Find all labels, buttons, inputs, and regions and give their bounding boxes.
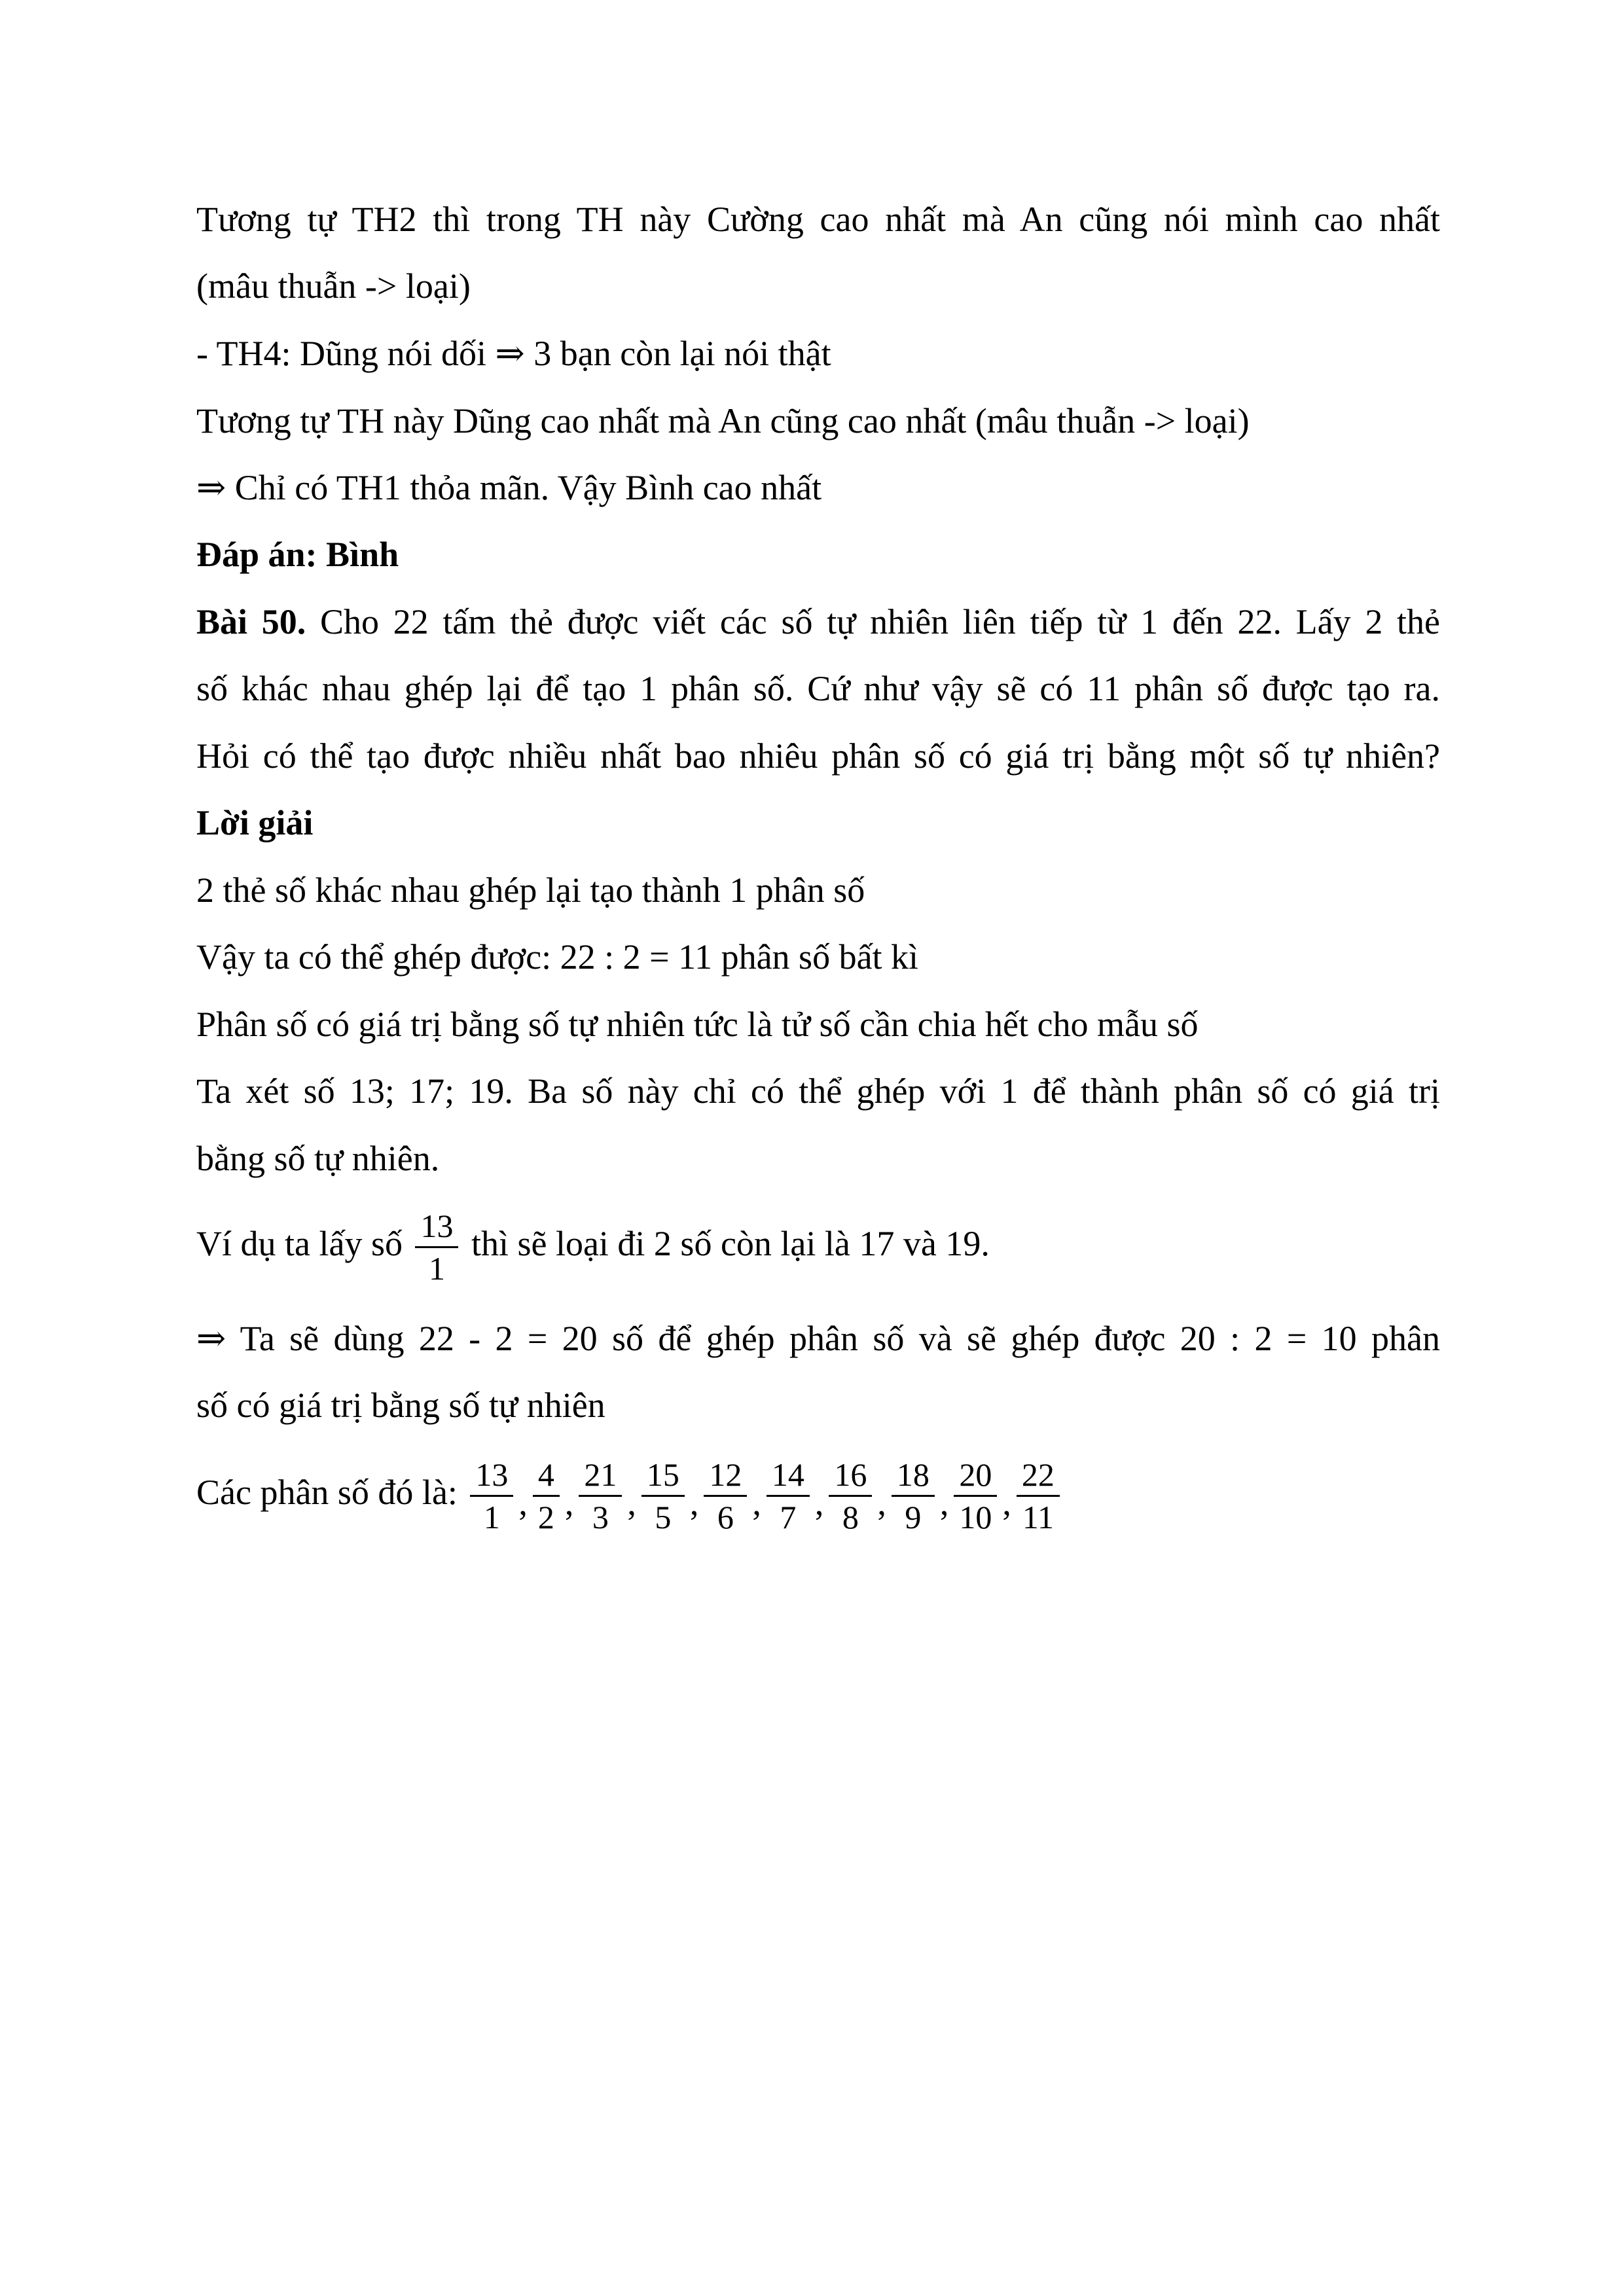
fraction-separator: , — [814, 1483, 824, 1522]
solution-line: ⇒ Ta sẽ dùng 22 - 2 = 20 số để ghép phân số và sẽ ghép được 20 : 2 = 10 phân — [196, 1319, 1440, 1358]
fraction-numerator: 22 — [1017, 1454, 1060, 1497]
fraction — [767, 1454, 810, 1537]
fraction-numerator: 4 — [533, 1454, 560, 1497]
fraction-denominator: 9 — [905, 1499, 922, 1536]
fraction — [892, 1454, 935, 1537]
solution-line: bằng số tự nhiên. — [196, 1139, 440, 1178]
problem-line: Hỏi có thể tạo được nhiều nhất bao nhiêu phân số có giá trị bằng một số tự nhiên? — [196, 736, 1440, 776]
fraction — [954, 1454, 997, 1537]
fraction-denominator: 2 — [537, 1499, 554, 1536]
fraction-numerator: 13 — [415, 1206, 458, 1248]
answer-heading: Đáp án: Bình — [196, 535, 399, 574]
fraction-numerator: 21 — [579, 1454, 622, 1497]
fraction — [641, 1454, 685, 1537]
problem-text: Cho 22 tấm thẻ được viết các số tự nhiên liên tiếp từ 1 đến 22. Lấy 2 thẻ — [319, 602, 1441, 641]
solution-line-with-fraction — [196, 1201, 1440, 1289]
fraction-denominator: 5 — [655, 1499, 672, 1536]
fraction-denominator: 11 — [1022, 1499, 1054, 1536]
fraction-denominator: 10 — [959, 1499, 992, 1536]
fraction-separator: , — [939, 1483, 949, 1522]
problem-line — [196, 599, 1440, 645]
text-line: (mâu thuẫn -> loại) — [196, 266, 471, 306]
fraction — [1017, 1454, 1060, 1537]
fraction-separator: , — [518, 1483, 528, 1522]
fraction-separator: , — [1002, 1483, 1011, 1522]
example-text: thì sẽ loại đi 2 số còn lại là 17 và 19. — [471, 1224, 990, 1263]
fraction-denominator: 7 — [780, 1499, 797, 1536]
example-fraction — [415, 1206, 458, 1289]
fraction-denominator: 3 — [592, 1499, 609, 1536]
fraction-separator: , — [877, 1483, 886, 1522]
fraction — [533, 1454, 560, 1537]
problem-line: số khác nhau ghép lại để tạo 1 phân số. Cứ như vậy sẽ có 11 phân số được tạo ra. — [196, 669, 1440, 708]
fraction-numerator: 20 — [954, 1454, 997, 1497]
fraction-separator: , — [689, 1483, 699, 1522]
solution-line: 2 thẻ số khác nhau ghép lại tạo thành 1 phân số — [196, 870, 865, 910]
fraction-numerator: 12 — [704, 1454, 747, 1497]
fraction — [829, 1454, 872, 1537]
text-line: - TH4: Dũng nói dối ⇒ 3 bạn còn lại nói thật — [196, 334, 831, 373]
text-line: Tương tự TH này Dũng cao nhất mà An cũng cao nhất (mâu thuẫn -> loại) — [196, 401, 1250, 440]
fraction-separator: , — [752, 1483, 761, 1522]
solution-line: Ta xét số 13; 17; 19. Ba số này chỉ có thể ghép với 1 để thành phân số có giá trị — [196, 1071, 1440, 1111]
fraction-numerator: 13 — [470, 1454, 513, 1497]
fraction-denominator: 6 — [717, 1499, 734, 1536]
fraction-numerator: 14 — [767, 1454, 810, 1497]
solution-line: số có giá trị bằng số tự nhiên — [196, 1386, 605, 1425]
fraction-list — [466, 1456, 1064, 1536]
fraction-list-label: Các phân số đó là: — [196, 1473, 458, 1512]
fraction — [704, 1454, 747, 1537]
fraction-separator: , — [564, 1483, 574, 1522]
text-line: ⇒ Chỉ có TH1 thỏa mãn. Vậy Bình cao nhất — [196, 468, 822, 507]
fraction-separator: , — [627, 1483, 636, 1522]
solution-line: Vậy ta có thể ghép được: 22 : 2 = 11 phân số bất kì — [196, 937, 919, 977]
fraction-denominator: 1 — [483, 1499, 500, 1536]
fraction-numerator: 18 — [892, 1454, 935, 1497]
solution-heading: Lời giải — [196, 803, 314, 842]
fraction — [579, 1454, 622, 1537]
text-line: Tương tự TH2 thì trong TH này Cường cao nhất mà An cũng nói mình cao nhất — [196, 200, 1440, 239]
fraction-list-line — [196, 1450, 1440, 1545]
solution-line: Phân số có giá trị bằng số tự nhiên tức là tử số cần chia hết cho mẫu số — [196, 1005, 1199, 1044]
problem-label: Bài 50. — [196, 602, 306, 641]
fraction — [470, 1454, 513, 1537]
fraction-numerator: 15 — [641, 1454, 685, 1497]
fraction-denominator: 1 — [428, 1250, 445, 1287]
example-text: Ví dụ ta lấy số — [196, 1224, 403, 1263]
fraction-denominator: 8 — [842, 1499, 859, 1536]
fraction-numerator: 16 — [829, 1454, 872, 1497]
